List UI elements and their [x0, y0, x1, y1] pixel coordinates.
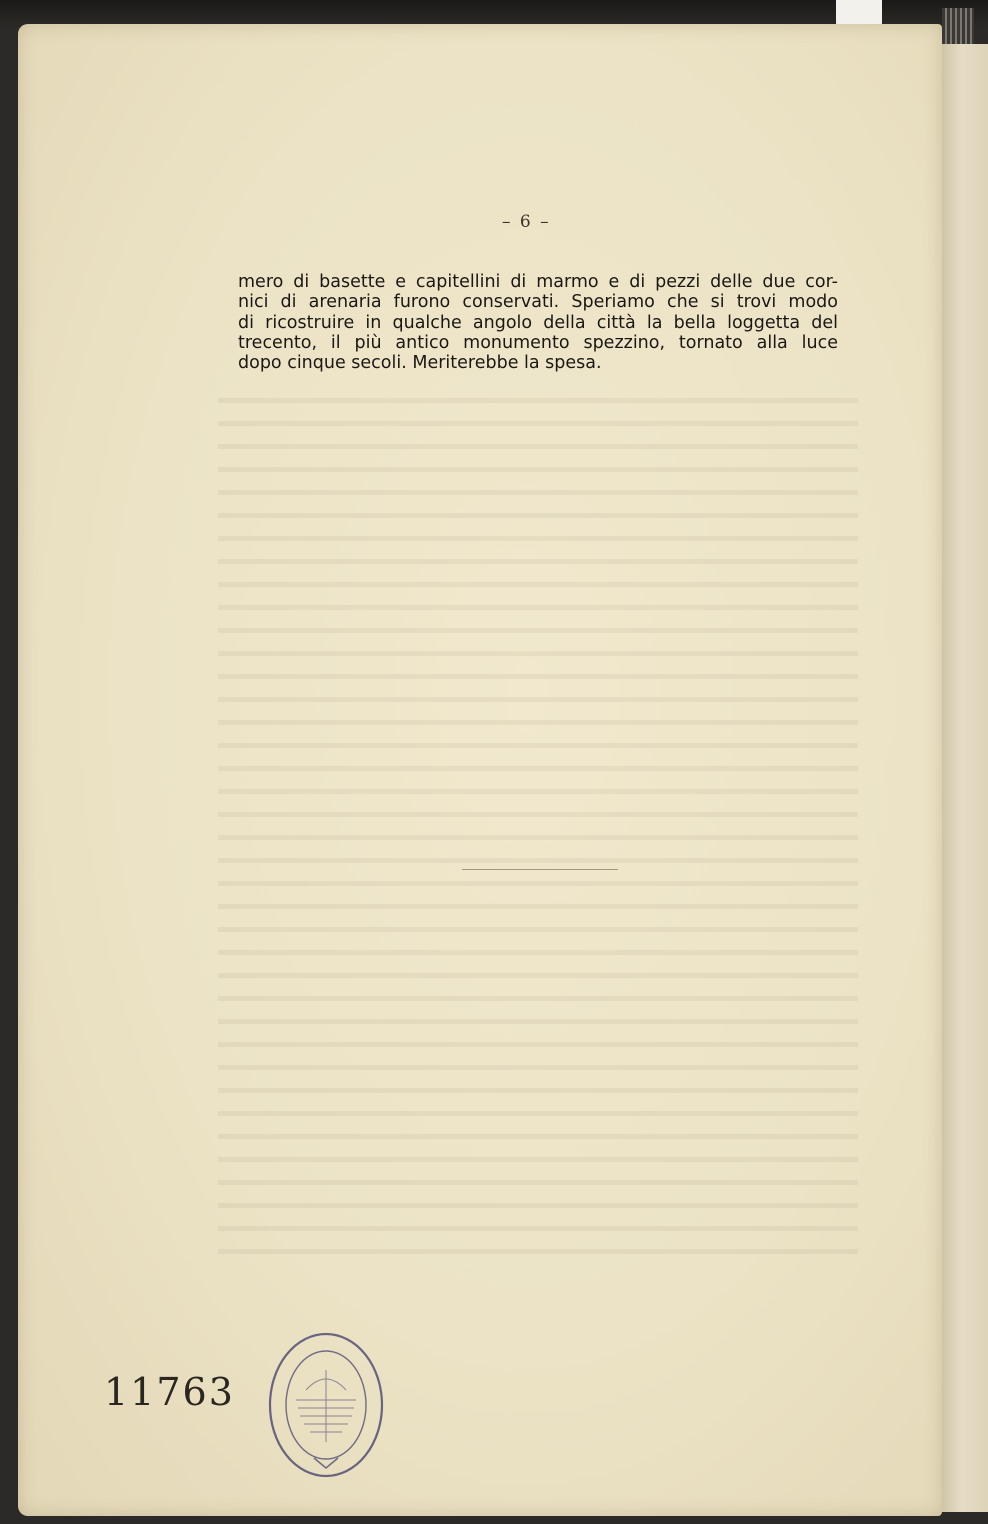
page-number: – 6 –: [502, 212, 551, 232]
library-stamp-seal: [266, 1330, 386, 1480]
bleed-through-rule: [462, 869, 618, 870]
paragraph-line: mero di basette e capitellini di marmo e di pezzi delle due cor-: [238, 272, 838, 292]
document-page: [18, 24, 942, 1516]
paragraph-line: nici di arenaria furono conservati. Speriamo che si trovi modo: [238, 292, 838, 313]
paragraph-line: dopo cinque secoli. Meriterebbe la spesa.: [238, 353, 602, 374]
adjacent-page-edge: [940, 44, 988, 1512]
bleed-through-texture: [218, 384, 858, 1264]
paragraph-line: di ricostruire in qualche angolo della città la bella loggetta del: [238, 312, 838, 333]
paragraph-line: trecento, il più antico monumento spezzino, tornato alla luce: [238, 332, 838, 353]
binding-clip: [942, 8, 974, 44]
body-paragraph: [238, 272, 838, 373]
shelf-mark-number: 11763: [104, 1370, 235, 1414]
scan-marker-tab: [836, 0, 882, 26]
